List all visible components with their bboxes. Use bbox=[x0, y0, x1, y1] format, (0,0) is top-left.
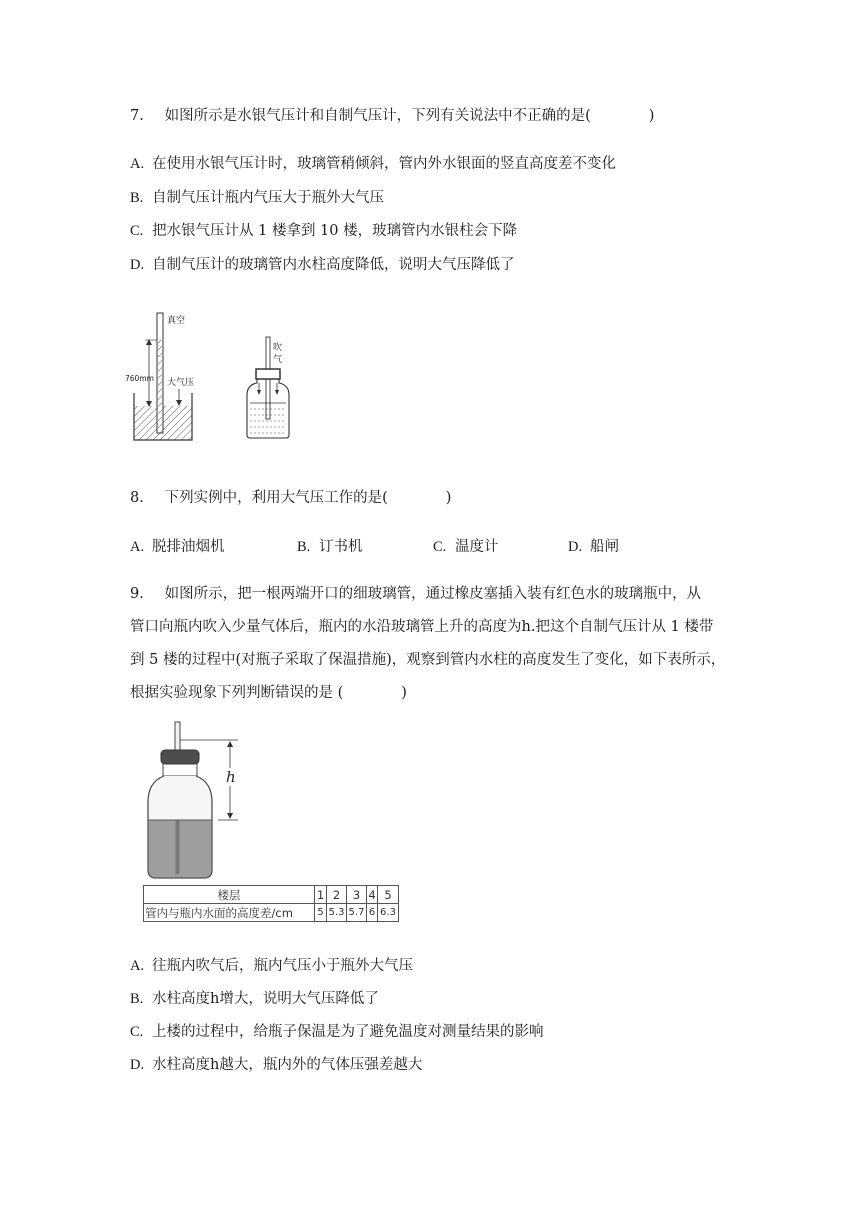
floor-height-table bbox=[143, 885, 399, 922]
q8-stem-text: 下列实例中，利用大气压工作的是( ) bbox=[164, 490, 452, 506]
q7-number: 7. bbox=[130, 108, 144, 124]
bottle-barometer-figure bbox=[140, 720, 250, 882]
q9-option-c: C. 上楼的过程中，给瓶子保温是为了避免温度对测量结果的影响 bbox=[130, 1024, 544, 1040]
q7-option-c: C. 把水银气压计从 1 楼拿到 10 楼，玻璃管内水银柱会下降 bbox=[130, 223, 518, 239]
q8-number: 8. bbox=[130, 490, 144, 506]
label-blow-1: 吹 bbox=[273, 343, 283, 353]
q8-option-b: B. 订书机 bbox=[297, 539, 363, 555]
label-atm: 大气压 bbox=[167, 378, 195, 388]
table-header-floor: 楼层 bbox=[144, 886, 315, 904]
q8-option-d: D. 船闸 bbox=[568, 539, 619, 555]
q9-stem-line-4: 根据实验现象下列判断错误的是 ( ) bbox=[130, 685, 407, 701]
q9-stem-line-2: 管口向瓶内吹入少量气体后，瓶内的水沿玻璃管上升的高度为h.把这个自制气压计从 1 楼带 bbox=[130, 619, 714, 635]
q8-option-c: C. 温度计 bbox=[433, 539, 499, 555]
label-760mm: 760mm bbox=[125, 374, 154, 383]
q9-option-a: A. 往瓶内吹气后，瓶内气压小于瓶外大气压 bbox=[130, 958, 413, 974]
q7-stem-text: 如图所示是水银气压计和自制气压计，下列有关说法中不正确的是( ) bbox=[164, 108, 655, 124]
q9-option-d: D. 水柱高度h越大，瓶内外的气体压强差越大 bbox=[130, 1057, 423, 1073]
label-h: h bbox=[226, 768, 236, 786]
q9-stem-line-1: 9. 如图所示，把一根两端开口的细玻璃管，通过橡皮塞插入装有红色水的玻璃瓶中，从 bbox=[130, 586, 702, 602]
label-blow-2: 气 bbox=[273, 355, 283, 365]
q9-option-b: B. 水柱高度h增大，说明大气压降低了 bbox=[130, 991, 379, 1007]
q8-options bbox=[130, 537, 730, 557]
q9-number: 9. bbox=[130, 586, 144, 602]
q8-option-a: A. 脱排油烟机 bbox=[130, 539, 225, 555]
q7-option-a: A. 在使用水银气压计时，玻璃管稍倾斜，管内外水银面的竖直高度差不变化 bbox=[130, 156, 616, 172]
label-vacuum: 真空 bbox=[167, 316, 186, 326]
mercury-barometer-figure bbox=[125, 305, 220, 445]
q8-stem bbox=[130, 488, 451, 508]
q9-stem-line-3: 到 5 楼的过程中(对瓶子采取了保温措施)，观察到管内水柱的高度发生了变化，如下表所示， bbox=[130, 652, 726, 668]
q7-option-d: D. 自制气压计的玻璃管内水柱高度降低，说明大气压降低了 bbox=[130, 257, 515, 273]
q7-option-b: B. 自制气压计瓶内气压大于瓶外大气压 bbox=[130, 190, 384, 206]
table-row: 管内与瓶内水面的高度差/cm 5 5.3 5.7 6 6.3 bbox=[144, 904, 399, 922]
table-header-height: 管内与瓶内水面的高度差/cm bbox=[144, 904, 315, 922]
homemade-barometer-figure bbox=[245, 335, 315, 445]
q7-stem bbox=[130, 106, 654, 126]
table-row: 楼层 1 2 3 4 5 bbox=[144, 886, 399, 904]
